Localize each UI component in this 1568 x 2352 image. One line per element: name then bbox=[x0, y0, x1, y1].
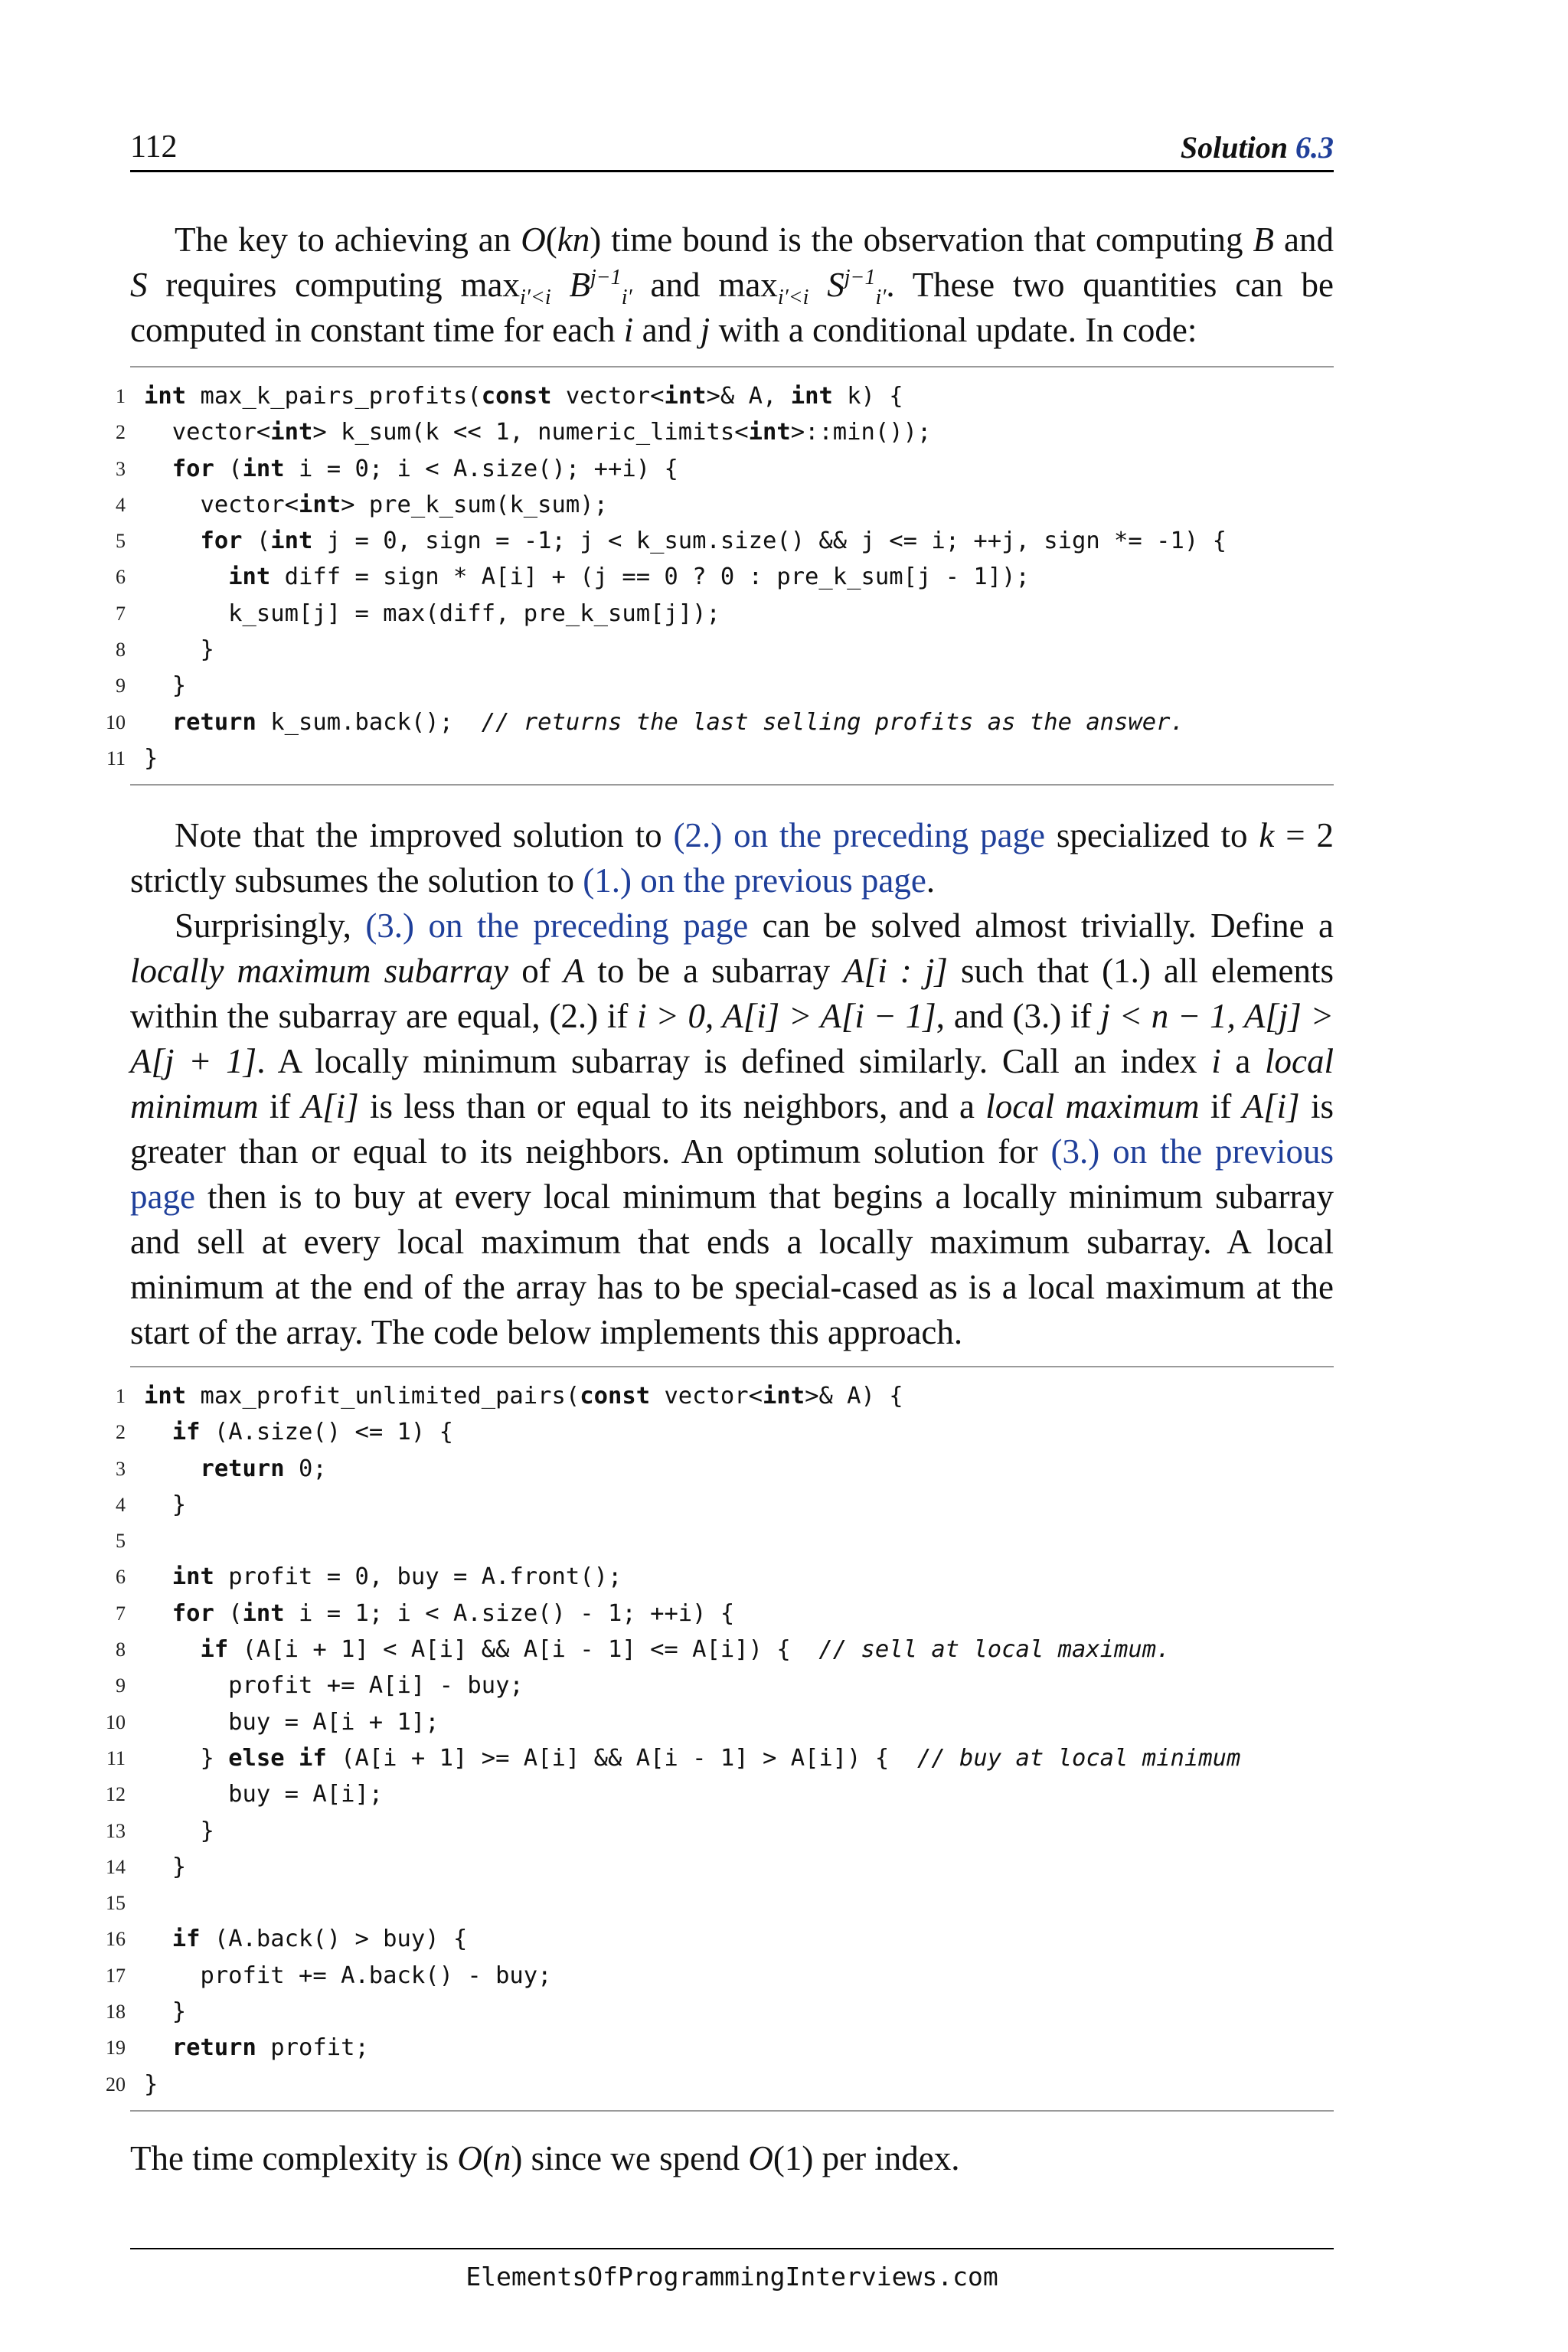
code-line: 14 } bbox=[90, 1849, 1334, 1885]
s-symbol: S bbox=[827, 266, 844, 304]
code-line: 7 k_sum[j] = max(diff, pre_k_sum[j]); bbox=[90, 596, 1334, 632]
note-text: = 2 strictly subsumes the solution to bbox=[130, 816, 1334, 900]
surprise-text: then is to buy at every local minimum that begins a locally minimum subarray and sell at every local maximum that ends a locally maximum subarray. A local minimum at the end of the array has to be special-cased as is a local maximum at the start of the array. The code below implements this approach. bbox=[130, 1178, 1334, 1351]
variable-b: B bbox=[1253, 220, 1275, 259]
variable-i: i bbox=[623, 311, 634, 349]
intro-text: requires computing max bbox=[147, 266, 521, 304]
running-title-text: Solution bbox=[1180, 130, 1288, 165]
s-superscript: j−1 bbox=[844, 266, 876, 289]
code-line: 8 if (A[i + 1] < A[i] && A[i - 1] <= A[i]) { // sell at local maximum. bbox=[90, 1632, 1334, 1668]
closing-text: The time complexity is bbox=[130, 2139, 458, 2177]
s-subscript: i′ bbox=[875, 286, 887, 309]
variable-i: i bbox=[1211, 1042, 1221, 1080]
code-line: 16 if (A.back() > buy) { bbox=[90, 1921, 1334, 1957]
code-line: 20 } bbox=[90, 2066, 1334, 2102]
closing-text: per index. bbox=[813, 2139, 960, 2177]
line-number: 5 bbox=[116, 1530, 126, 1553]
line-number: 10 bbox=[106, 1710, 126, 1733]
code-line: 5 for (int j = 0, sign = -1; j < k_sum.size() && j <= i; ++j, sign *= -1) { bbox=[90, 523, 1334, 559]
listing-bottom-rule bbox=[130, 784, 1334, 786]
line-number: 6 bbox=[116, 566, 126, 589]
line-number: 9 bbox=[116, 1674, 126, 1697]
max-subscript: i′<i bbox=[777, 286, 809, 309]
code-line: 9 } bbox=[90, 668, 1334, 704]
intro-text: and bbox=[633, 311, 701, 349]
line-number: 13 bbox=[106, 1819, 126, 1842]
discussion-paragraphs bbox=[130, 813, 1334, 1355]
surprise-text: is less than or equal to its neighbors, and a bbox=[358, 1087, 986, 1125]
intro-text: and max bbox=[632, 266, 778, 304]
emphasis-term: local minimum bbox=[130, 1042, 1334, 1125]
code-line bbox=[90, 1885, 1334, 1921]
big-o-argument: kn bbox=[557, 220, 590, 259]
line-number: 8 bbox=[116, 1638, 126, 1661]
big-o-symbol: O bbox=[457, 2139, 482, 2177]
line-number: 11 bbox=[106, 1746, 126, 1769]
line-number: 14 bbox=[106, 1855, 126, 1878]
line-number: 7 bbox=[116, 602, 126, 625]
surprise-text: if bbox=[258, 1087, 302, 1125]
emphasis-term: locally maximum subarray bbox=[130, 952, 509, 990]
page-number: 112 bbox=[130, 129, 178, 165]
variable-k: k bbox=[1259, 816, 1275, 854]
note-text: . bbox=[926, 861, 936, 900]
line-number: 3 bbox=[116, 457, 126, 480]
surprise-text: if bbox=[1199, 1087, 1243, 1125]
emphasis-term: local maximum bbox=[985, 1087, 1200, 1125]
variable-a: A bbox=[563, 952, 585, 990]
intro-text: and bbox=[1274, 220, 1334, 259]
code-line: 4 } bbox=[90, 1487, 1334, 1523]
code-line: 3 return 0; bbox=[90, 1451, 1334, 1487]
line-number: 20 bbox=[106, 2073, 126, 2096]
cross-reference-link[interactable]: (3.) on the preceding page bbox=[365, 906, 749, 945]
code-line: 18 } bbox=[90, 1994, 1334, 2030]
code-line: 3 for (int i = 0; i < A.size(); ++i) { bbox=[90, 451, 1334, 487]
intro-text: with a conditional update. In code: bbox=[710, 311, 1197, 349]
code-line: 6 int profit = 0, buy = A.front(); bbox=[90, 1559, 1334, 1595]
code-line: 4 vector<int> pre_k_sum(k_sum); bbox=[90, 487, 1334, 523]
line-number: 4 bbox=[116, 493, 126, 516]
code-line: 7 for (int i = 1; i < A.size() - 1; ++i) { bbox=[90, 1596, 1334, 1632]
surprise-text: Surprisingly, bbox=[175, 906, 366, 945]
big-o-symbol: O bbox=[748, 2139, 773, 2177]
code-line: 6 int diff = sign * A[i] + (j == 0 ? 0 : pre_k_sum[j - 1]); bbox=[90, 559, 1334, 595]
intro-text: time bound is the observation that computing bbox=[601, 220, 1253, 259]
code-line: 1 int max_profit_unlimited_pairs(const vector<int>& A) { bbox=[90, 1378, 1334, 1414]
b-superscript: j−1 bbox=[590, 266, 622, 289]
b-symbol: B bbox=[569, 266, 590, 304]
big-o-symbol: O bbox=[521, 220, 546, 259]
code-line: 17 profit += A.back() - buy; bbox=[90, 1958, 1334, 1994]
line-number: 19 bbox=[106, 2037, 126, 2060]
line-number: 4 bbox=[116, 1493, 126, 1516]
code-listing-2 bbox=[90, 1366, 1334, 2112]
footer-rule bbox=[130, 2248, 1334, 2249]
code-line bbox=[90, 1523, 1334, 1559]
surprise-text: such that (1.) all elements within the subarray are equal, (2.) if bbox=[130, 952, 1334, 1035]
variable-j: j bbox=[700, 311, 710, 349]
running-title bbox=[1181, 129, 1334, 165]
code-line: 10 buy = A[i + 1]; bbox=[90, 1704, 1334, 1740]
surprise-text: is greater than or equal to its neighbors. An optimum solution for bbox=[130, 1087, 1334, 1171]
code-line: 11 } else if (A[i + 1] >= A[i] && A[i - 1] > A[i]) { // buy at local minimum bbox=[90, 1740, 1334, 1776]
cross-reference-link[interactable]: (3.) on the previous page bbox=[130, 1132, 1334, 1216]
code-line: 9 profit += A[i] - buy; bbox=[90, 1668, 1334, 1704]
line-number: 8 bbox=[116, 639, 126, 662]
b-subscript: i′ bbox=[621, 286, 632, 309]
math-expression: A[i] bbox=[301, 1087, 359, 1125]
math-expression: j < n − 1, A[j] > A[j + 1] bbox=[130, 997, 1334, 1080]
line-number: 3 bbox=[116, 1457, 126, 1480]
line-number: 1 bbox=[116, 385, 126, 407]
solution-number-link[interactable]: 6.3 bbox=[1295, 130, 1334, 165]
code-line: 10 return k_sum.back(); // returns the last selling profits as the answer. bbox=[90, 704, 1334, 740]
code-line: 11 } bbox=[90, 740, 1334, 776]
line-number: 18 bbox=[106, 2001, 126, 2024]
code-line: 2 vector<int> k_sum(k << 1, numeric_limits<int>::min()); bbox=[90, 414, 1334, 450]
cross-reference-link[interactable]: (1.) on the previous page bbox=[583, 861, 926, 900]
intro-paragraph: The key to achieving an O(kn) time bound is the observation that computing B and S requires computing $\max_{i'<i} B^{j-1}_{i'}$ and $\max_{i'<i} S^{j-1}_{i'}$. These two quantities can be computed in constant time for each i and j with a conditional update. In code: bbox=[130, 220, 1334, 349]
line-number: 7 bbox=[116, 1602, 126, 1625]
code-line: 8 } bbox=[90, 632, 1334, 668]
code-listing-1 bbox=[90, 366, 1334, 786]
line-number: 2 bbox=[116, 421, 126, 444]
listing-bottom-rule bbox=[130, 2110, 1334, 2112]
code-line: 13 } bbox=[90, 1813, 1334, 1849]
line-number: 12 bbox=[106, 1783, 126, 1806]
closing-text: since we spend bbox=[522, 2139, 749, 2177]
surprise-paragraph bbox=[130, 903, 1334, 1355]
line-number: 16 bbox=[106, 1928, 126, 1951]
note-text: Note that the improved solution to bbox=[175, 816, 674, 854]
surprise-text: . A locally minimum subarray is defined similarly. Call an index bbox=[256, 1042, 1212, 1080]
line-number: 1 bbox=[116, 1385, 126, 1407]
math-expression: A[i] bbox=[1242, 1087, 1300, 1125]
line-number: 9 bbox=[116, 675, 126, 697]
closing-paragraph: The time complexity is O(n) since we spend O(1) per index. bbox=[130, 2139, 960, 2177]
line-number: 15 bbox=[106, 1892, 126, 1915]
variable-s: S bbox=[130, 266, 148, 304]
note-text: specialized to bbox=[1044, 816, 1259, 854]
max-subscript: i′<i bbox=[520, 286, 551, 309]
math-expression: i > 0, A[i] > A[i − 1] bbox=[637, 997, 936, 1035]
line-number: 17 bbox=[106, 1964, 126, 1987]
code-line: 1 int max_k_pairs_profits(const vector<int>& A, int k) { bbox=[90, 378, 1334, 414]
code-line: 12 buy = A[i]; bbox=[90, 1776, 1334, 1812]
surprise-text: can be solved almost trivially. Define a bbox=[748, 906, 1334, 945]
code-line: 19 return profit; bbox=[90, 2030, 1334, 2066]
cross-reference-link[interactable]: (2.) on the preceding page bbox=[673, 816, 1045, 854]
line-number: 5 bbox=[116, 530, 126, 553]
line-number: 6 bbox=[116, 1566, 126, 1589]
surprise-text: , and (3.) if bbox=[936, 997, 1101, 1035]
surprise-text: of bbox=[508, 952, 564, 990]
page-header bbox=[130, 124, 1334, 172]
intro-text: The key to achieving an bbox=[175, 220, 521, 259]
math-expression: A[i : j] bbox=[843, 952, 948, 990]
surprise-text: to be a subarray bbox=[584, 952, 844, 990]
line-number: 10 bbox=[106, 710, 126, 733]
big-o-argument: 1 bbox=[784, 2139, 802, 2177]
intro-text: . These two quantities can be computed in constant time for each bbox=[130, 266, 1334, 349]
footer-site: ElementsOfProgrammingInterviews.com bbox=[466, 2262, 998, 2292]
note-paragraph bbox=[130, 813, 1334, 903]
big-o-argument: n bbox=[493, 2139, 511, 2177]
line-number: 11 bbox=[106, 746, 126, 769]
surprise-text: a bbox=[1220, 1042, 1266, 1080]
line-number: 2 bbox=[116, 1421, 126, 1444]
code-line: 2 if (A.size() <= 1) { bbox=[90, 1414, 1334, 1450]
